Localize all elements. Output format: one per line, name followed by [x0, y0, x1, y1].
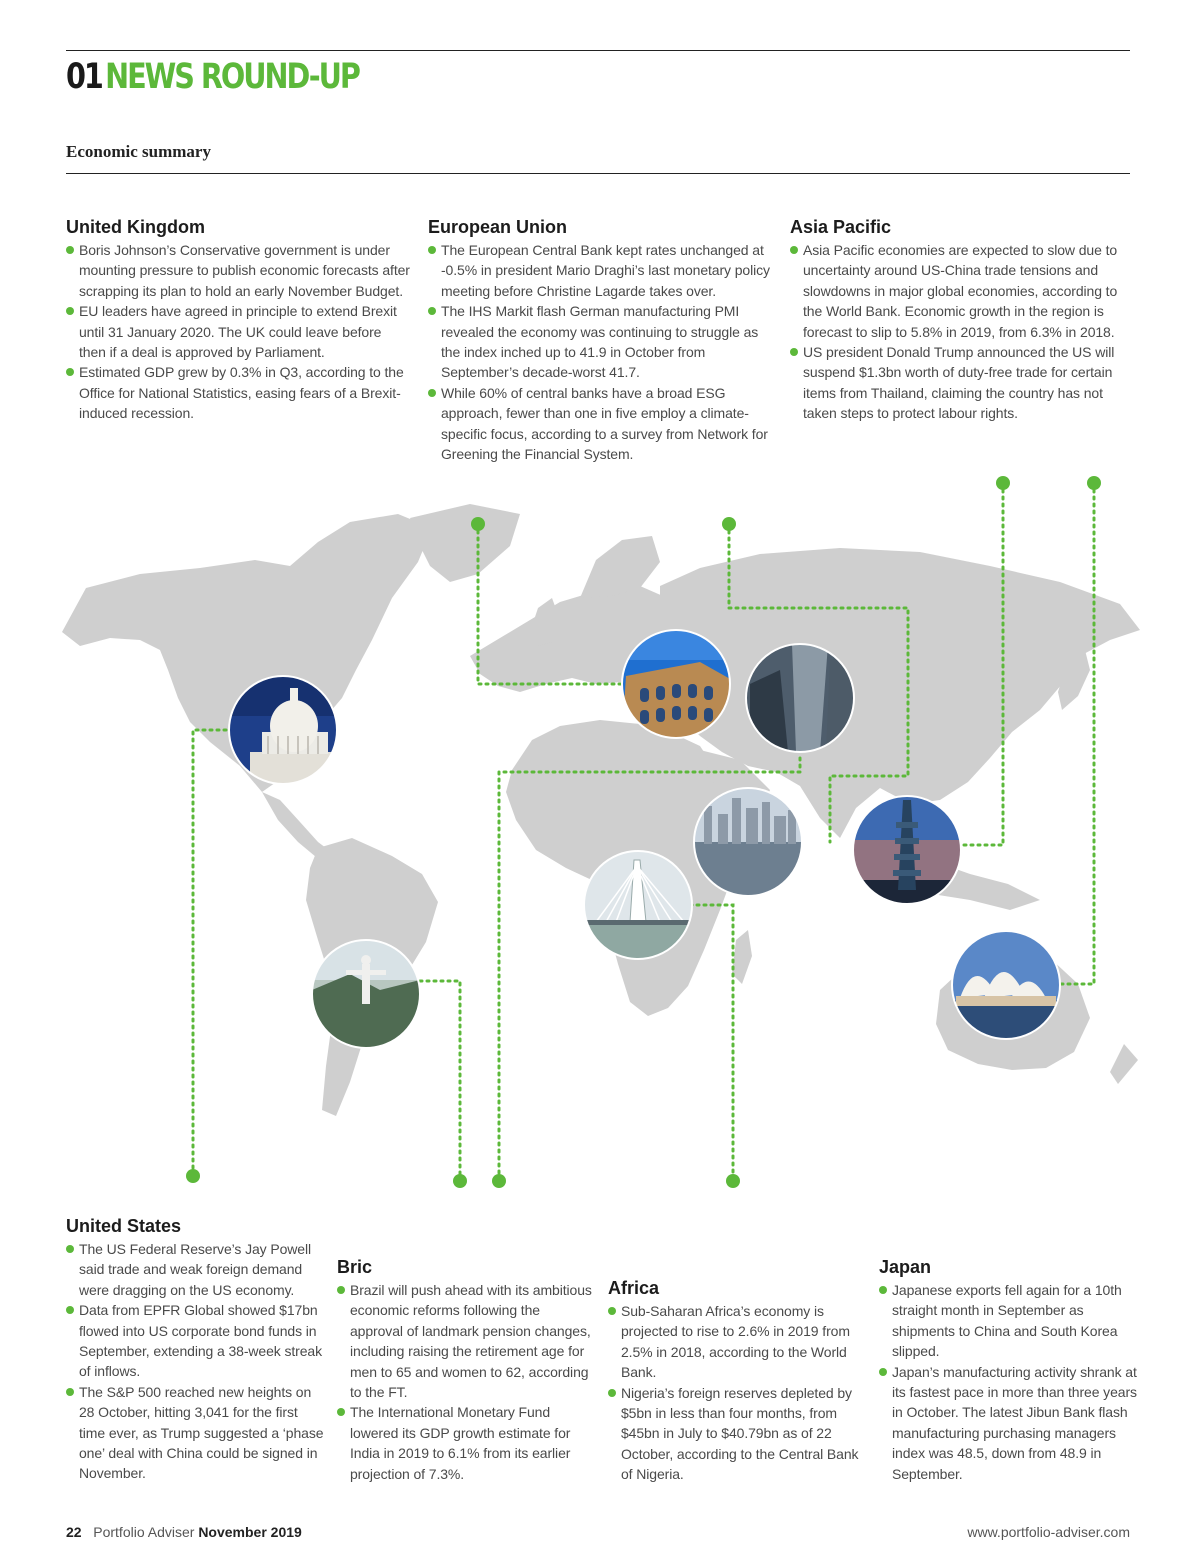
website-url[interactable]: www.portfolio-adviser.com: [967, 1524, 1130, 1540]
bullet-item: Data from EPFR Global showed $17bn flowed into US corporate bond funds in September, extending a 38-week streak of inflows.: [66, 1300, 324, 1382]
endpoint-dot: [471, 517, 485, 531]
region-uk: [66, 216, 411, 424]
endpoint-dot: [1087, 476, 1101, 490]
section-title: NEWS ROUND-UP: [105, 57, 359, 97]
subheading-rule: [66, 173, 1130, 174]
greenland: [410, 504, 520, 582]
endpoint-dot: [996, 476, 1010, 490]
connector-us: [193, 730, 247, 1176]
bullet-item: Asia Pacific economies are expected to slow due to uncertainty around US-China trade tensions and slowdowns in major global economies, according to the World Bank. Economic growth in the region is forecast to slip to 5.8% in 2019, from 6.3% in 2018.: [790, 240, 1135, 342]
bullet-item: The S&P 500 reached new heights on 28 October, hitting 3,041 for the first time ever, as Trump suggested a ‘phase one’ deal with China could be signed in November.: [66, 1382, 324, 1484]
region-africa: [608, 1277, 866, 1485]
bullet-item: Boris Johnson’s Conservative government is under mounting pressure to publish economic forecasts after scrapping its plan to hold an early November Budget.: [66, 240, 411, 301]
bullet-item: Japanese exports fell again for a 10th straight month in September as shipments to China and South Korea slipped.: [879, 1280, 1137, 1362]
endpoint-dot: [453, 1174, 467, 1188]
bullet-item: EU leaders have agreed in principle to extend Brexit until 31 January 2020. The UK could leave before then if a deal is approved by Parliament.: [66, 301, 411, 362]
bullet-item: Japan’s manufacturing activity shrank at its fastest pace in more than three years in October. The latest Jibun Bank flash manufacturing purchasing managers index was 48.5, down from 48.9 in September.: [879, 1362, 1137, 1484]
new-zealand: [1110, 1044, 1138, 1084]
region-title: European Union: [428, 217, 567, 237]
region-japan: [879, 1256, 1137, 1484]
bullet-item: The European Central Bank kept rates unchanged at -0.5% in president Mario Draghi’s last monetary policy meeting before Christine Lagarde takes over.: [428, 240, 773, 301]
world-map: [0, 470, 1200, 1190]
region-title: Asia Pacific: [790, 217, 892, 237]
publication-name: Portfolio Adviser: [93, 1524, 195, 1540]
subheading: Economic summary: [66, 142, 211, 161]
region-title: United States: [66, 1216, 182, 1236]
region-title: United Kingdom: [66, 217, 205, 237]
region-title: Japan: [879, 1257, 932, 1277]
endpoint-dot: [722, 517, 736, 531]
footer-left: [66, 1524, 302, 1540]
region-asia-pacific: [790, 216, 1135, 424]
endpoint-dot: [726, 1174, 740, 1188]
madagascar: [732, 930, 752, 984]
connector-bric-1: [420, 981, 460, 1181]
issue-date: November 2019: [198, 1524, 302, 1540]
bullet-item: US president Donald Trump announced the US will suspend $1.3bn worth of duty-free trade for certain items from Thailand, claiming the country has not taken steps to protect labour rights.: [790, 342, 1135, 424]
region-title: Africa: [608, 1278, 660, 1298]
bullet-item: The IHS Markit flash German manufacturing PMI revealed the economy was continuing to struggle as the index inched up to 41.9 in October from September’s decade-worst 41.7.: [428, 301, 773, 383]
bullet-item: Brazil will push ahead with its ambitious economic reforms following the approval of landmark pension changes, including raising the retirement age for men to 65 and women to 62, according to the FT.: [337, 1280, 595, 1402]
endpoint-dot: [186, 1169, 200, 1183]
bullet-item: The US Federal Reserve’s Jay Powell said trade and weak foreign demand were dragging on the US economy.: [66, 1239, 324, 1300]
section-header: [66, 58, 359, 96]
region-bric: [337, 1256, 595, 1484]
endpoint-dot: [492, 1174, 506, 1188]
bullet-item: Nigeria’s foreign reserves depleted by $5bn in less than four months, from $45bn in July to $40.79bn as of 22 October, according to the Central Bank of Nigeria.: [608, 1383, 866, 1485]
bullet-item: While 60% of central banks have a broad ESG approach, fewer than one in five employ a climate-specific focus, according to a survey from Network for Greening the Financial System.: [428, 383, 773, 465]
scandinavia: [580, 536, 660, 598]
region-eu: [428, 216, 773, 464]
page-number: 22: [66, 1524, 82, 1540]
region-us: [66, 1215, 324, 1484]
bullet-item: Sub-Saharan Africa’s economy is projected to rise to 2.6% in 2019 from 2.5% in 2018, according to the World Bank.: [608, 1301, 866, 1383]
top-rule: [66, 50, 1130, 51]
bullet-item: The International Monetary Fund lowered its GDP growth estimate for India in 2019 to 6.1% from its earlier projection of 7.3%.: [337, 1402, 595, 1484]
connector-asia-3: [1060, 483, 1094, 984]
section-number: 01: [66, 57, 102, 97]
region-title: Bric: [337, 1257, 373, 1277]
bullet-item: Estimated GDP grew by 0.3% in Q3, according to the Office for National Statistics, easing fears of a Brexit-induced recession.: [66, 362, 411, 423]
